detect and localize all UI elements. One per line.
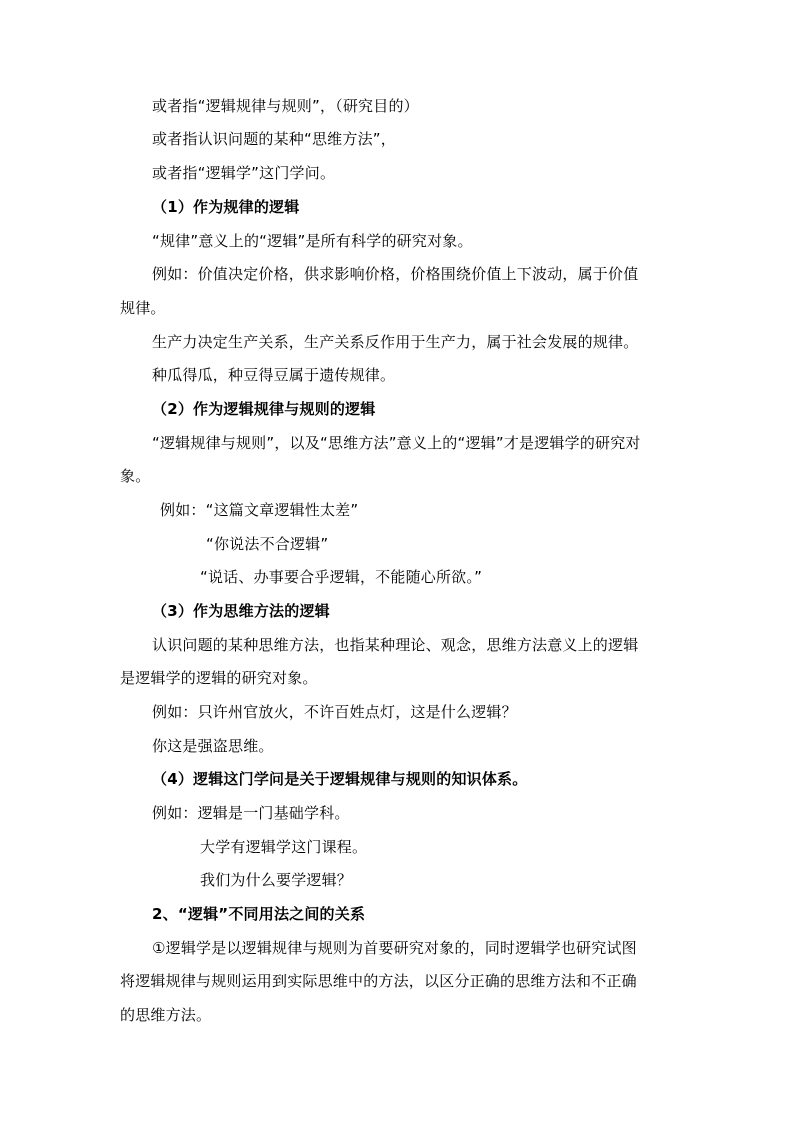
section-heading-relation: 2、“逻辑”不同用法之间的关系: [152, 905, 366, 923]
section-heading-1: （1）作为规律的逻辑: [152, 198, 300, 216]
text-line: “规律”意义上的“逻辑”是所有科学的研究对象。: [152, 232, 473, 250]
section-heading-2: （2）作为逻辑规律与规则的逻辑: [152, 400, 376, 418]
text-line: 你这是强盗思维。: [152, 737, 274, 755]
text-line: 我们为什么要学逻辑？: [200, 871, 353, 889]
text-line: 例如：价值决定价格，供求影响价格，价格围绕价值上下波动，属于价值: [152, 265, 639, 283]
text-line: 例如：逻辑是一门基础学科。: [152, 804, 350, 822]
text-line: 种瓜得瓜，种豆得豆属于遗传规律。: [152, 366, 396, 384]
text-line: 是逻辑学的逻辑的研究对象。: [120, 669, 318, 687]
text-line: 生产力决定生产关系，生产关系反作用于生产力，属于社会发展的规律。: [152, 333, 639, 351]
section-heading-4: （4）逻辑这门学问是关于逻辑规律与规则的知识体系。: [152, 770, 528, 788]
text-line-discipline: 或者指“逻辑学”这门学问。: [152, 164, 336, 182]
text-line: 象。: [120, 467, 151, 485]
text-line: 规律。: [120, 299, 166, 317]
text-line-purpose: 或者指“逻辑规律与规则”，（研究目的）: [152, 97, 419, 115]
text-line: 将逻辑规律与规则运用到实际思维中的方法，以区分正确的思维方法和不正确: [120, 972, 637, 990]
text-line: 例如：只许州官放火，不许百姓点灯，这是什么逻辑？: [152, 703, 517, 721]
section-heading-3: （3）作为思维方法的逻辑: [152, 602, 330, 620]
text-line: 例如：“这篇文章逻辑性太差”: [160, 501, 359, 519]
text-line-method: 或者指认识问题的某种“思维方法”，: [152, 130, 396, 148]
text-line: 的思维方法。: [120, 1006, 212, 1024]
text-line: ①逻辑学是以逻辑规律与规则为首要研究对象的，同时逻辑学也研究试图: [152, 939, 637, 957]
text-line: “你说法不合逻辑”: [206, 535, 329, 553]
text-line: 认识问题的某种思维方法，也指某种理论、观念，思维方法意义上的逻辑: [152, 636, 639, 654]
text-line: 大学有逻辑学这门课程。: [200, 838, 368, 856]
text-line: “逻辑规律与规则”，以及“思维方法”意义上的“逻辑”才是逻辑学的研究对: [152, 434, 641, 452]
text-line: “说话、办事要合乎逻辑，不能随心所欲。”: [200, 568, 483, 586]
